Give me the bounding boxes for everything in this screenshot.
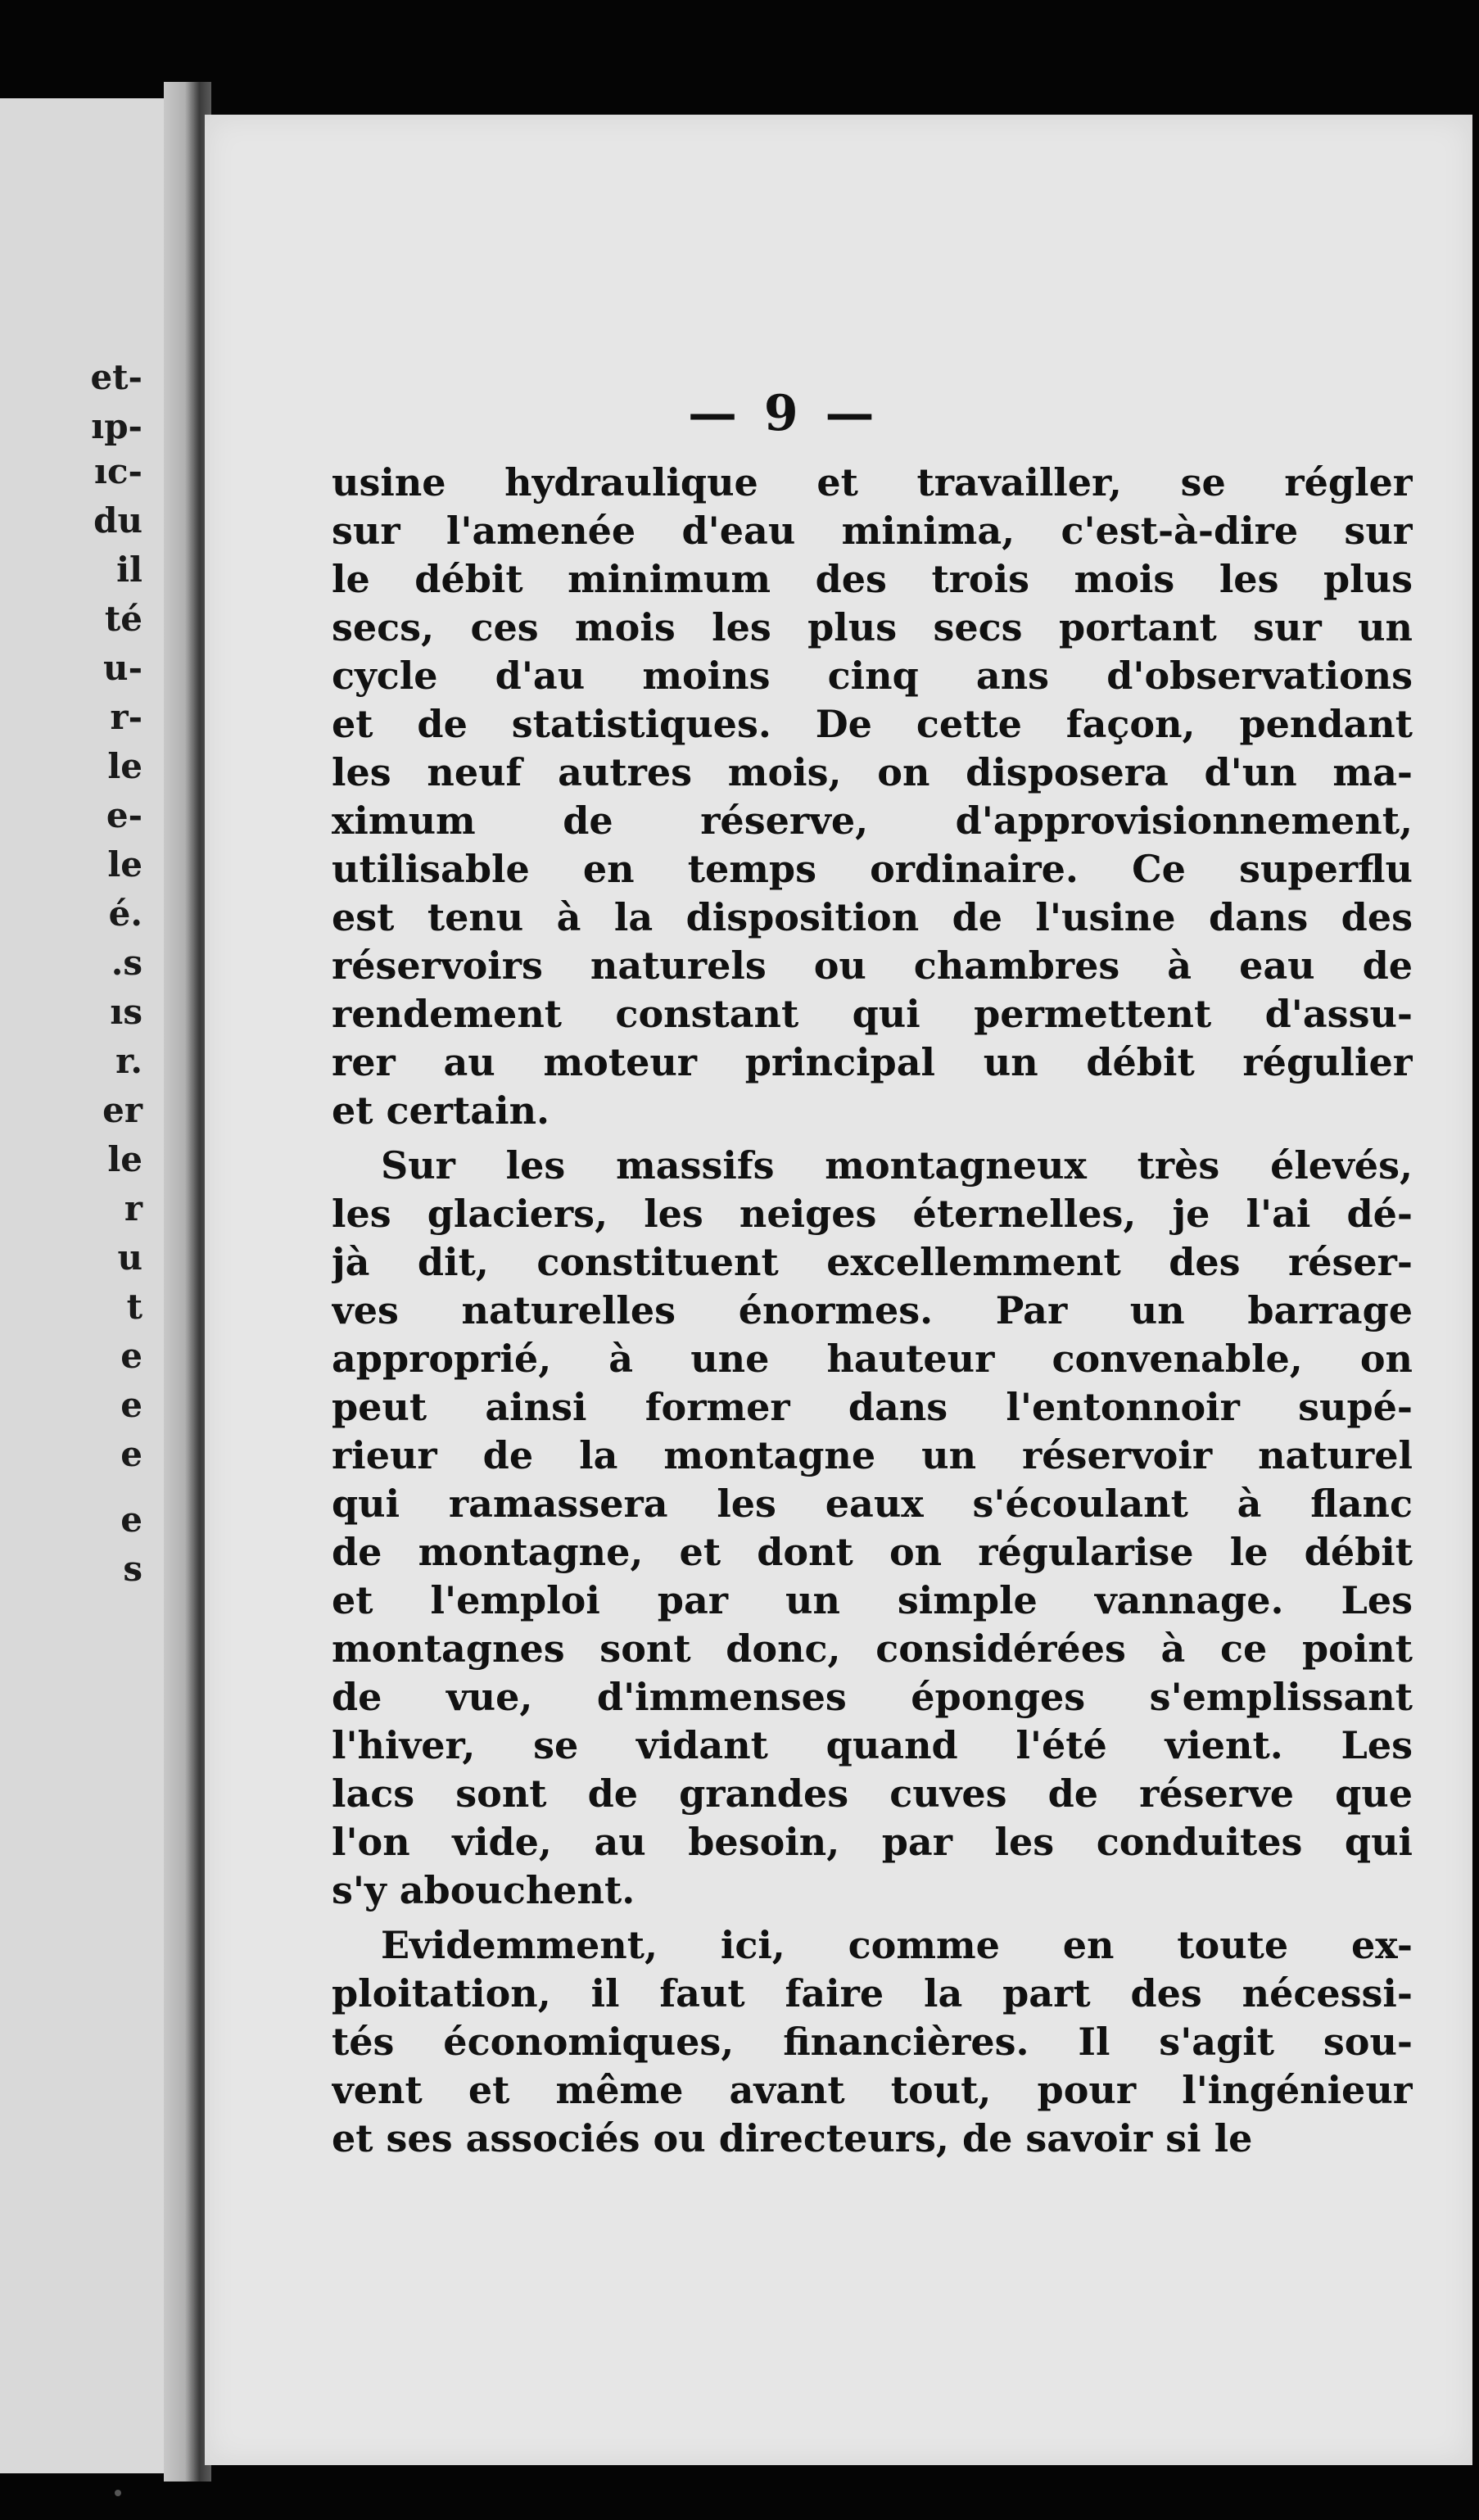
text-line: rendement constant qui permettent d'assu- [332,992,1413,1036]
left-page-fragment: é. [108,894,142,934]
text-line: l'on vide, au besoin, par les conduites qui [332,1820,1413,1864]
text-line: ximum de réserve, d'approvisionnement, [332,799,1413,843]
text-line: lacs sont de grandes cuves de réserve que [332,1771,1413,1816]
text-line: de vue, d'immenses éponges s'emplissant [332,1675,1413,1719]
text-line: Evidemment, ici, comme en toute ex- [381,1923,1413,1967]
left-page-fragment: r- [110,697,142,737]
text-line: Sur les massifs montagneux très élevés, [381,1143,1413,1188]
text-line: montagnes sont donc, considérées à ce point [332,1626,1413,1671]
left-page-fragment: u- [103,648,142,688]
text-line: les glaciers, les neiges éternelles, je l'ai dé- [332,1192,1413,1236]
text-line: réservoirs naturels ou chambres à eau de [332,943,1413,988]
paragraph [332,1142,1413,1915]
text-line: l'hiver, se vidant quand l'été vient. Les [332,1723,1413,1767]
left-page-fragment: ıp- [91,406,142,446]
text-line: est tenu à la disposition de l'usine dans des [332,895,1413,939]
text-line: sur l'amenée d'eau minima, c'est-à-dire sur [332,509,1413,553]
page-number: — 9 — [688,385,880,442]
text-line: s'y abouchent. [332,1868,635,1912]
left-page-fragment: r. [115,1041,142,1081]
text-line: usine hydraulique et travailler, se régler [332,460,1413,504]
left-page-fragment: le [107,1139,142,1179]
left-page-fragment: ıs [110,992,142,1032]
text-line: tés économiques, financières. Il s'agit sou- [332,2020,1413,2064]
text-line: et ses associés ou directeurs, de savoir si le [332,2116,1253,2160]
left-page-fragment: e [120,1385,142,1425]
text-line: vent et même avant tout, pour l'ingénieur [332,2068,1413,2112]
text-line: et l'emploi par un simple vannage. Les [332,1578,1413,1622]
text-line: approprié, à une hauteur convenable, on [332,1337,1413,1381]
text-line: et certain. [332,1088,550,1133]
left-page-fragment: e [120,1434,142,1474]
left-page-fragment: e [120,1336,142,1376]
text-line: les neuf autres mois, on disposera d'un ma- [332,750,1413,794]
left-page-fragment: et- [90,357,142,397]
right-page [205,115,1472,2465]
left-page-fragment: le [107,844,142,884]
text-line: cycle d'au moins cinq ans d'observations [332,654,1413,698]
left-page-fragment: e [120,1500,142,1540]
scan-speck [115,2490,121,2496]
left-page-fragment: du [93,500,142,541]
left-page-edge [0,98,164,2473]
text-line: peut ainsi former dans l'entonnoir supé- [332,1385,1413,1429]
left-page-fragment: le [107,746,142,786]
left-page-fragment: r [124,1188,142,1228]
text-line: le débit minimum des trois mois les plus [332,557,1413,601]
left-page-fragment: .s [111,943,142,983]
text-line: ves naturelles énormes. Par un barrage [332,1288,1413,1332]
left-page-fragment: ıc- [94,451,142,491]
paragraph [332,459,1413,1135]
text-line: qui ramassera les eaux s'écoulant à flanc [332,1482,1413,1526]
body-text [332,459,1413,2163]
left-page-fragment: t [126,1287,142,1327]
text-line: rer au moteur principal un débit régulier [332,1040,1413,1084]
left-page-fragment: er [102,1090,142,1130]
text-line: utilisable en temps ordinaire. Ce superflu [332,847,1413,891]
text-line: de montagne, et dont on régularise le débit [332,1530,1413,1574]
text-line: jà dit, constituent excellemment des réser- [332,1240,1413,1284]
left-page-fragment: il [116,550,142,590]
left-page-fragment: s [123,1549,142,1589]
text-line: ploitation, il faut faire la part des nécessi- [332,1971,1413,2016]
text-line: secs, ces mois les plus secs portant sur un [332,605,1413,649]
paragraph [332,1921,1413,2163]
text-line: et de statistiques. De cette façon, pendant [332,702,1413,746]
left-page-fragment: u [117,1237,142,1278]
text-line: rieur de la montagne un réservoir naturel [332,1433,1413,1477]
left-page-fragment: e- [106,795,142,835]
left-page-fragment: té [104,599,142,639]
